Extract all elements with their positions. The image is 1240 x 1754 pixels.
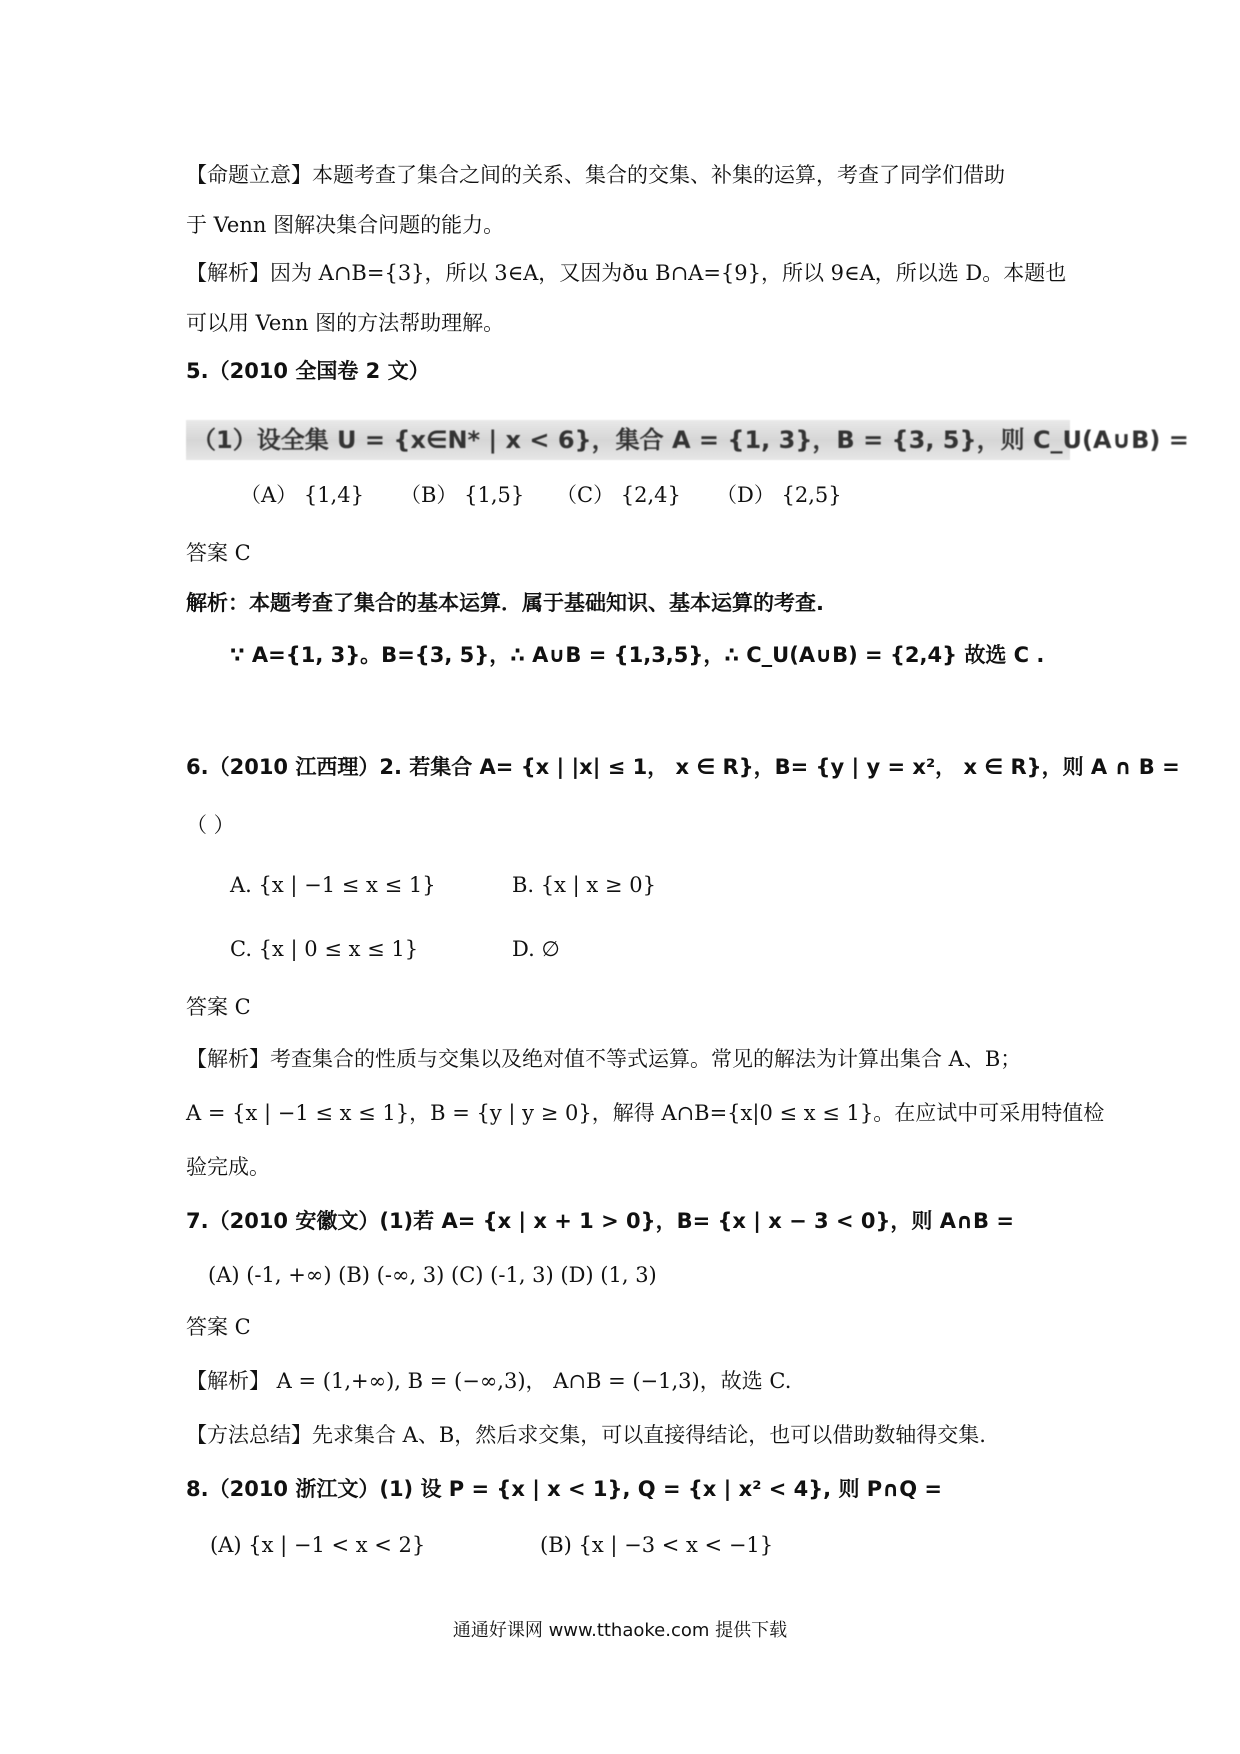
q7-analysis: 【解析】 A = (1,+∞), B = (−∞,3)， A∩B = (−1,3)，故选 C. xyxy=(186,1369,792,1393)
q6-heading: 6.（2010 江西理）2. 若集合 A= {x | |x| ≤ 1， x ∈ R}，B= {y | y = x²， x ∈ R}，则 A ∩ B = xyxy=(186,755,1180,779)
q6-analysis-line-3: 验完成。 xyxy=(186,1155,270,1179)
q6-option-c: C. {x | 0 ≤ x ≤ 1} xyxy=(230,937,419,961)
q6-answer: 答案 C xyxy=(186,995,251,1019)
q6-analysis-line-2: A = {x | −1 ≤ x ≤ 1}，B = {y | y ≥ 0}，解得 A∩B={x|0 ≤ x ≤ 1}。在应试中可采用特值检 xyxy=(186,1101,1105,1125)
q6-paren: （ ） xyxy=(186,813,235,837)
q6-option-a: A. {x | −1 ≤ x ≤ 1} xyxy=(230,873,436,897)
q6-analysis-line-1: 【解析】考查集合的性质与交集以及绝对值不等式运算。常见的解法为计算出集合 A、B； xyxy=(186,1047,1022,1071)
q5-option-b: （B） {1,5} xyxy=(400,483,525,507)
intent-line-2: 于 Venn 图解决集合问题的能力。 xyxy=(186,213,505,237)
q7-options: (A) (-1, +∞) (B) (-∞, 3) (C) (-1, 3) (D) (1, 3) xyxy=(208,1263,657,1287)
q7-answer: 答案 C xyxy=(186,1315,251,1339)
page-footer: 通通好课网 www.tthaoke.com 提供下载 xyxy=(452,1620,788,1641)
q5-solution: ∵ A={1, 3}。B={3, 5}，∴ A∪B = {1,3,5}，∴ C_U(A∪B) = {2,4} 故选 C . xyxy=(230,643,1045,667)
q5-option-c: （C） {2,4} xyxy=(556,483,681,507)
q8-option-b: (B) {x | −3 < x < −1} xyxy=(540,1533,774,1557)
q7-heading: 7.（2010 安徽文）(1)若 A= {x | x + 1 > 0}，B= {x | x − 3 < 0}，则 A∩B = xyxy=(186,1209,1014,1233)
q7-method-summary: 【方法总结】先求集合 A、B，然后求交集，可以直接得结论，也可以借助数轴得交集. xyxy=(186,1423,986,1447)
analysis-line-2: 可以用 Venn 图的方法帮助理解。 xyxy=(186,311,505,335)
q5-analysis: 解析：本题考查了集合的基本运算．属于基础知识、基本运算的考查. xyxy=(186,591,824,615)
q5-heading: 5.（2010 全国卷 2 文） xyxy=(186,359,430,383)
q8-heading: 8.（2010 浙江文）(1) 设 P = {x | x < 1}, Q = {x | x² < 4}, 则 P∩Q = xyxy=(186,1477,942,1501)
q5-scanned-question: （1）设全集 U = {x∈N* | x < 6}，集合 A = {1, 3}，B = {3, 5}，则 C_U(A∪B) = xyxy=(186,420,1070,460)
q8-option-a: (A) {x | −1 < x < 2} xyxy=(210,1533,426,1557)
q5-option-d: （D） {2,5} xyxy=(716,483,842,507)
analysis-line-1: 【解析】因为 A∩B={3}，所以 3∈A，又因为ðu B∩A={9}，所以 9∈A，所以选 D。本题也 xyxy=(186,261,1067,285)
q6-option-b: B. {x | x ≥ 0} xyxy=(512,873,656,897)
q6-option-d: D. ∅ xyxy=(512,937,560,961)
q5-answer: 答案 C xyxy=(186,541,251,565)
q5-option-a: （A） {1,4} xyxy=(240,483,364,507)
intent-line-1: 【命题立意】本题考查了集合之间的关系、集合的交集、补集的运算，考查了同学们借助 xyxy=(186,163,1005,187)
